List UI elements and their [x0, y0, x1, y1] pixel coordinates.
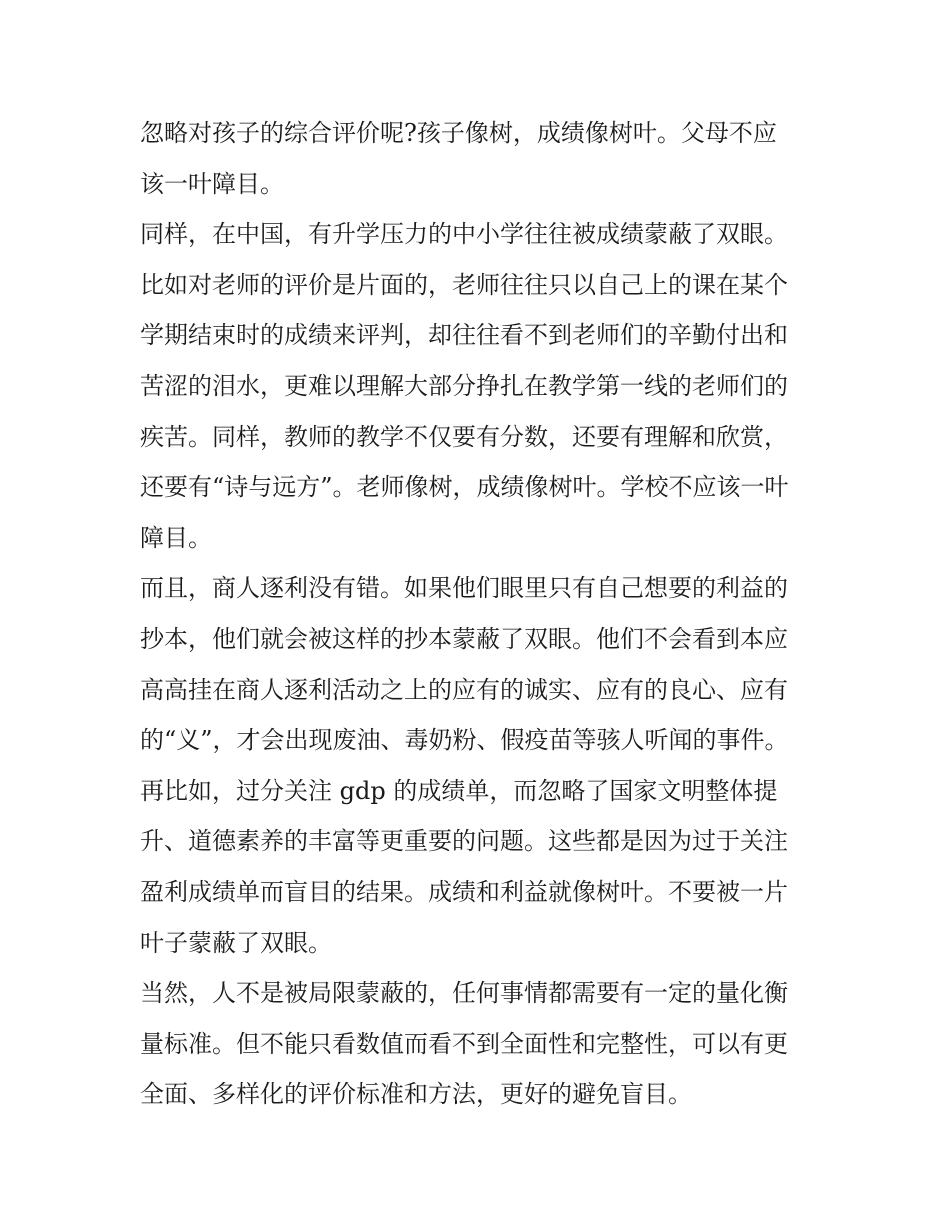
- text-line: 苦涩的泪水，更难以理解大部分挣扎在教学第一线的老师们的: [140, 371, 788, 400]
- text-line: 当然，人不是被局限蒙蔽的，任何事情都需要有一定的量化衡: [140, 979, 788, 1008]
- text-line: 同样，在中国，有升学压力的中小学往往被成绩蒙蔽了双眼。: [140, 220, 788, 249]
- text-line: 而且，商人逐利没有错。如果他们眼里只有自己想要的利益的: [140, 574, 788, 603]
- text-line: 高高挂在商人逐利活动之上的应有的诚实、应有的良心、应有: [140, 675, 788, 704]
- text-line: 升、道德素养的丰富等更重要的问题。这些都是因为过于关注: [140, 827, 788, 856]
- text-line: 叶子蒙蔽了双眼。: [140, 928, 332, 957]
- text-line: 再比如，过分关注 gdp 的成绩单，而忽略了国家文明整体提: [140, 776, 778, 805]
- text-line: 学期结束时的成绩来评判，却往往看不到老师们的辛勤付出和: [140, 321, 788, 350]
- text-line: 盈利成绩单而盲目的结果。成绩和利益就像树叶。不要被一片: [140, 877, 788, 906]
- text-line: 疾苦。同样，教师的教学不仅要有分数，还要有理解和欣赏，: [140, 422, 788, 451]
- text-line: 全面、多样化的评价标准和方法，更好的避免盲目。: [140, 1080, 692, 1109]
- body-text: [140, 108, 820, 1120]
- text-line: 还要有“诗与远方”。老师像树，成绩像树叶。学校不应该一叶: [140, 473, 789, 502]
- text-line: 障目。: [140, 523, 212, 552]
- text-line: 该一叶障目。: [140, 169, 284, 198]
- text-line: 比如对老师的评价是片面的，老师往往只以自己上的课在某个: [140, 270, 788, 299]
- text-line: 忽略对孩子的综合评价呢?孩子像树，成绩像树叶。父母不应: [140, 119, 777, 147]
- text-line: 的“义”，才会出现废油、毒奶粉、假疫苗等骇人听闻的事件。: [140, 726, 789, 755]
- text-line: 量标准。但不能只看数值而看不到全面性和完整性，可以有更: [140, 1029, 788, 1058]
- text-line: 抄本，他们就会被这样的抄本蒙蔽了双眼。他们不会看到本应: [140, 624, 788, 653]
